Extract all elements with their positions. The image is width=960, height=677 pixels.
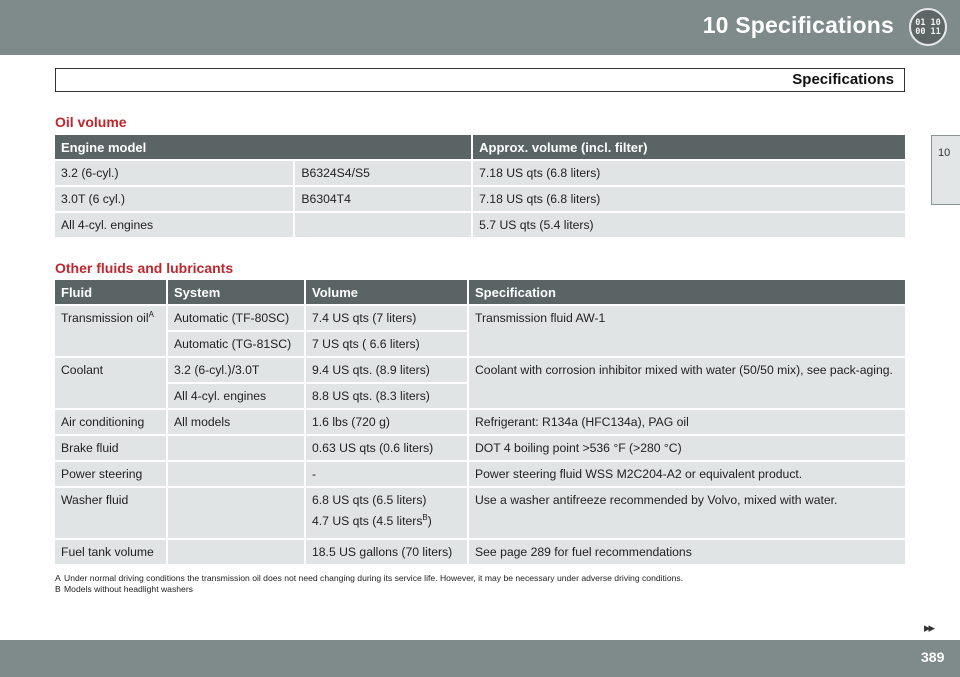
chapter-title: 10 Specifications [702,12,894,38]
section-title: Specifications [792,71,894,88]
engine-code-cell: B6304T4 [295,187,471,211]
washer-volume-2-text: 4.7 US qts (4.5 liters [312,514,423,528]
oil-volume-cell: 7.18 US qts (6.8 liters) [473,161,905,185]
fluid-cell: Power steering [55,462,166,486]
engine-code-cell: B6324S4/S5 [295,161,471,185]
oil-volume-table [53,133,907,239]
engine-model-cell: 3.2 (6-cyl.) [55,161,293,185]
volume-cell: 7.4 US qts (7 liters) [306,306,467,330]
washer-volume-2-close: ) [427,514,432,528]
specification-cell: Coolant with corrosion inhibitor mixed with water (50/50 mix), see pack-aging. [469,358,905,408]
volume-cell [306,488,467,538]
next-page-arrows-icon[interactable]: ▸▸ [924,620,934,635]
system-cell [168,540,304,564]
page-number: 389 [921,649,945,665]
system-cell [168,462,304,486]
section-title-box [55,68,905,92]
fluid-cell [55,306,166,356]
table-row [55,410,905,434]
footnote-mark[interactable]: A [148,309,154,319]
fluid-cell: Coolant [55,358,166,408]
column-header-specification: Specification [469,280,905,304]
oil-volume-cell: 5.7 US qts (5.4 liters) [473,213,905,237]
system-cell: Automatic (TG-81SC) [168,332,304,356]
volume-cell: 8.8 US qts. (8.3 liters) [306,384,467,408]
system-cell: Automatic (TF-80SC) [168,306,304,330]
footnotes [55,573,683,595]
table-row [55,436,905,460]
table-row [55,358,905,382]
fluids-table [53,278,907,566]
specification-cell: Refrigerant: R134a (HFC134a), PAG oil [469,410,905,434]
chapter-binary-icon [909,8,947,46]
table-header-row [55,135,905,159]
oil-volume-cell: 7.18 US qts (6.8 liters) [473,187,905,211]
table-header-row [55,280,905,304]
volume-cell: 7 US qts ( 6.6 liters) [306,332,467,356]
engine-code-cell [295,213,471,237]
oil-volume-heading: Oil volume [55,114,127,130]
column-header-fluid: Fluid [55,280,166,304]
fluid-name: Transmission oil [61,311,149,325]
footnote-text: Models without headlight washers [64,584,193,594]
bottom-footer-band [0,640,960,677]
top-header-band [0,0,960,55]
volume-cell: 18.5 US gallons (70 liters) [306,540,467,564]
footnote-a [55,573,683,584]
table-row [55,306,905,330]
column-header-engine-model: Engine model [55,135,471,159]
specification-cell: Transmission fluid AW-1 [469,306,905,356]
table-row [55,213,905,237]
specification-cell: Use a washer antifreeze recommended by Volvo, mixed with water. [469,488,905,538]
volume-cell: 9.4 US qts. (8.9 liters) [306,358,467,382]
table-row [55,488,905,538]
system-cell [168,436,304,460]
system-cell: All 4-cyl. engines [168,384,304,408]
chapter-side-tab[interactable] [931,135,960,205]
fluid-cell: Brake fluid [55,436,166,460]
system-cell: All models [168,410,304,434]
engine-model-cell: 3.0T (6 cyl.) [55,187,293,211]
column-header-volume: Volume [306,280,467,304]
washer-volume-1: 6.8 US qts (6.5 liters) [312,493,427,507]
engine-model-cell: All 4-cyl. engines [55,213,293,237]
footnote-b [55,584,683,595]
specification-cell: See page 289 for fuel recommendations [469,540,905,564]
footnote-text: Under normal driving conditions the transmission oil does not need changing during its service life. However, it may be necessary under adverse driving conditions. [64,573,684,583]
fluid-cell: Washer fluid [55,488,166,538]
footnote-mark[interactable]: B [422,512,428,522]
volume-cell: 0.63 US qts (0.6 liters) [306,436,467,460]
system-cell: 3.2 (6-cyl.)/3.0T [168,358,304,382]
table-row [55,462,905,486]
footnote-mark-a: A [55,573,61,583]
side-tab-label: 10 [938,147,951,159]
footnote-mark-b: B [55,584,61,594]
specification-cell: Power steering fluid WSS M2C204-A2 or equivalent product. [469,462,905,486]
table-row [55,540,905,564]
table-row [55,187,905,211]
chapter-icon-line-1: 01 10 [915,18,941,28]
specification-cell: DOT 4 boiling point >536 °F (>280 °C) [469,436,905,460]
volume-cell: 1.6 lbs (720 g) [306,410,467,434]
column-header-system: System [168,280,304,304]
fluid-cell: Fuel tank volume [55,540,166,564]
system-cell [168,488,304,538]
table-row [55,161,905,185]
volume-cell: - [306,462,467,486]
fluid-cell: Air conditioning [55,410,166,434]
column-header-volume: Approx. volume (incl. filter) [473,135,905,159]
fluids-heading: Other fluids and lubricants [55,260,234,276]
chapter-icon-line-2: 00 11 [915,27,941,37]
washer-volume-2 [312,514,461,529]
